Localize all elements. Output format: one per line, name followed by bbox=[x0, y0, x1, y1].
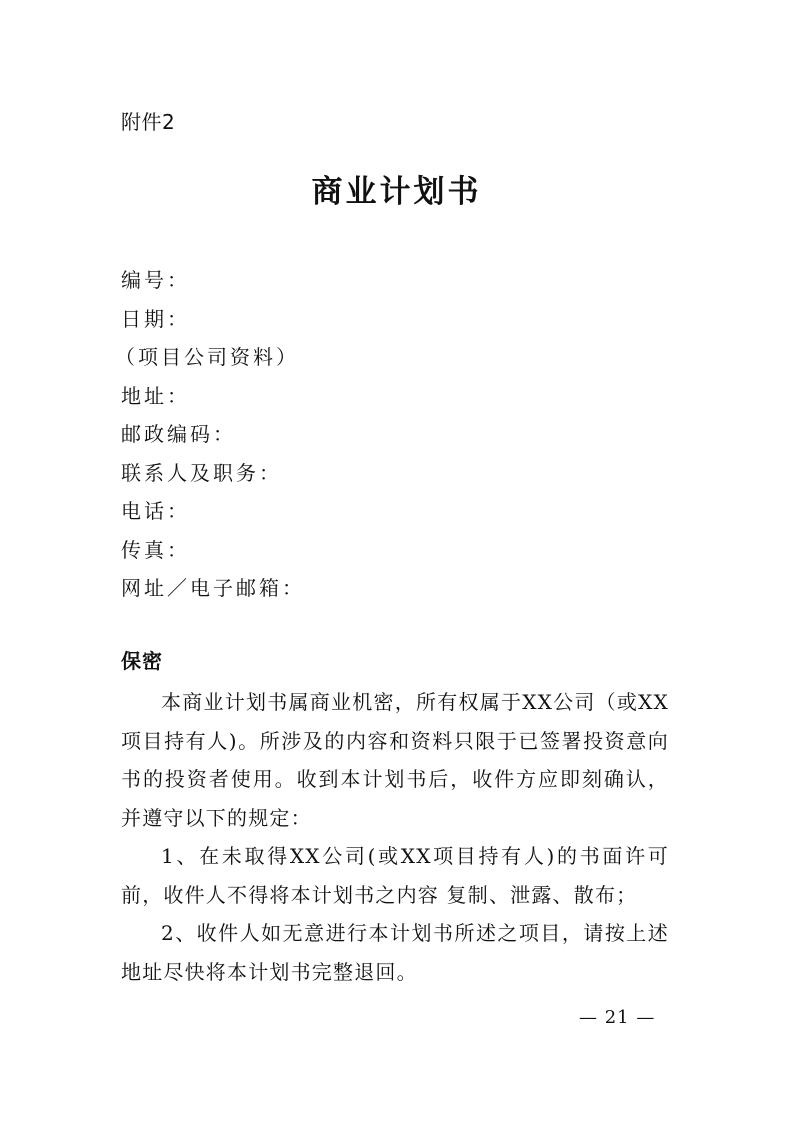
page-number: — 21 — bbox=[579, 1007, 656, 1028]
confidentiality-paragraph: 本商业计划书属商业机密，所有权属于XX公司（或XX项目持有人)。所涉及的内容和资料只限于已签署投资意向书的投资者使用。收到本计划书后，收件方应即刻确认，并遵守以下的规定： bbox=[121, 690, 669, 830]
confidentiality-rule-2: 2、收件人如无意进行本计划书所述之项目，请按上述地址尽快将本计划书完整退回。 bbox=[121, 921, 669, 984]
field-website-email: 网址／电子邮箱： bbox=[121, 576, 305, 600]
field-fax: 传真： bbox=[121, 537, 190, 562]
document-title: 商业计划书 bbox=[311, 174, 482, 210]
field-address: 地址： bbox=[121, 383, 190, 408]
field-postal-code: 邮政编码： bbox=[121, 422, 236, 446]
field-phone: 电话： bbox=[121, 499, 190, 523]
info-fields bbox=[115, 261, 681, 608]
field-date: 日期： bbox=[121, 306, 190, 331]
confidentiality-rule-1: 1、在未取得XX公司(或XX项目持有人)的书面许可前，收件人不得将本计划书之内容 复制、泄露、散布； bbox=[121, 844, 669, 907]
field-serial-number: 编号： bbox=[121, 268, 190, 292]
field-company-info-heading: （项目公司资料） bbox=[115, 345, 299, 369]
confidentiality-body bbox=[121, 683, 669, 991]
confidentiality-heading: 保密 bbox=[121, 649, 163, 673]
field-contact-and-position: 联系人及职务： bbox=[121, 460, 282, 485]
attachment-label: 附件2 bbox=[121, 110, 176, 134]
